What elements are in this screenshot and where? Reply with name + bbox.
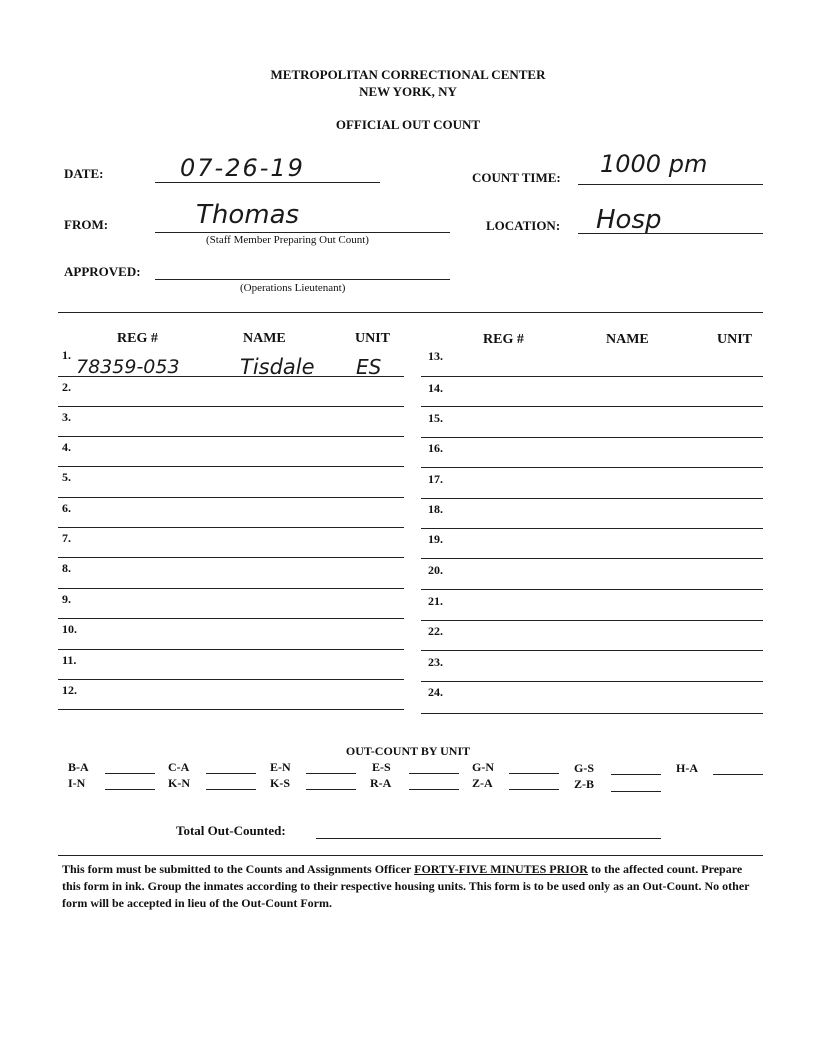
left-name-header: NAME [243, 331, 286, 346]
row-line [58, 497, 404, 498]
row-number: 15. [428, 411, 443, 425]
unit-field[interactable] [713, 774, 763, 775]
row-number: 24. [428, 685, 443, 699]
count-time-line [578, 184, 763, 185]
unit-field[interactable] [306, 789, 356, 790]
right-reg-header: REG # [483, 332, 524, 347]
row-number: 1. [62, 348, 71, 362]
row-line [58, 527, 404, 528]
row-number: 22. [428, 624, 443, 638]
row-number: 9. [62, 592, 71, 606]
unit-field[interactable] [206, 789, 256, 790]
row-line [58, 406, 404, 407]
row-line [421, 650, 763, 651]
unit-label: H-A [676, 761, 698, 775]
approved-line [155, 279, 450, 280]
approved-label: APPROVED: [64, 264, 141, 279]
row-number: 17. [428, 472, 443, 486]
row-unit[interactable]: ES [356, 355, 382, 379]
row-line [421, 558, 763, 559]
row-line [58, 376, 404, 377]
row-line [58, 618, 404, 619]
left-unit-header: UNIT [355, 331, 391, 346]
unit-field[interactable] [611, 791, 661, 792]
row-number: 14. [428, 381, 443, 395]
footer-text-b: to the affected count. Prepare this form in ink. Group the inmates according to their respective housing units. This form is to be used only as an Out-Count. No other form will be accepted in lieu of the Out-Count Form. [62, 862, 750, 910]
unit-field[interactable] [105, 773, 155, 774]
institution-title: METROPOLITAN CORRECTIONAL CENTER [270, 67, 546, 82]
from-signature[interactable]: Thomas [196, 200, 300, 230]
count-time-label: COUNT TIME: [472, 170, 561, 185]
row-line [58, 588, 404, 589]
from-line [155, 232, 450, 233]
row-line [58, 679, 404, 680]
row-line [58, 649, 404, 650]
unit-label: R-A [370, 776, 392, 790]
out-count-by-unit-title: OUT-COUNT BY UNIT [345, 744, 471, 758]
unit-label: E-S [372, 760, 391, 774]
row-number: 3. [62, 410, 71, 424]
row-number: 23. [428, 655, 443, 669]
row-number: 18. [428, 502, 443, 516]
total-field[interactable] [316, 838, 661, 839]
approved-caption: (Operations Lieutenant) [240, 282, 346, 294]
location-line [578, 233, 763, 234]
unit-label: G-S [574, 761, 595, 775]
form-title: OFFICIAL OUT COUNT [335, 117, 481, 132]
count-time-value[interactable]: 1000 pm [600, 150, 708, 178]
footer-instructions [62, 861, 762, 912]
row-line [58, 436, 404, 437]
unit-field[interactable] [509, 773, 559, 774]
unit-field[interactable] [105, 789, 155, 790]
date-label: DATE: [64, 166, 104, 181]
row-line [421, 589, 763, 590]
unit-label: B-A [68, 760, 89, 774]
total-label: Total Out-Counted: [176, 823, 286, 838]
row-number: 11. [62, 653, 77, 667]
unit-label: C-A [168, 760, 190, 774]
row-number: 13. [428, 349, 443, 363]
unit-field[interactable] [611, 774, 661, 775]
row-line [58, 557, 404, 558]
city-title: NEW YORK, NY [359, 84, 457, 99]
row-name[interactable]: Tisdale [240, 355, 315, 379]
row-number: 10. [62, 622, 77, 636]
row-number: 12. [62, 683, 77, 697]
unit-label: Z-B [574, 777, 595, 791]
row-number: 5. [62, 470, 71, 484]
unit-label: I-N [68, 776, 86, 790]
from-caption: (Staff Member Preparing Out Count) [206, 234, 369, 246]
row-line [421, 620, 763, 621]
row-number: 21. [428, 594, 443, 608]
row-line [421, 498, 763, 499]
row-line [421, 437, 763, 438]
row-line [58, 466, 404, 467]
row-number: 2. [62, 380, 71, 394]
right-name-header: NAME [606, 332, 649, 347]
row-line [421, 376, 763, 377]
row-number: 19. [428, 532, 443, 546]
row-line [58, 709, 404, 710]
unit-field[interactable] [306, 773, 356, 774]
right-unit-header: UNIT [717, 332, 753, 347]
date-line [155, 182, 380, 183]
row-number: 4. [62, 440, 71, 454]
date-value[interactable]: 07-26-19 [180, 154, 305, 182]
footer-rule [58, 855, 763, 856]
left-reg-header: REG # [117, 331, 158, 346]
footer-emphasis: FORTY-FIVE MINUTES PRIOR [414, 862, 588, 876]
row-number: 7. [62, 531, 71, 545]
footer-text-a: This form must be submitted to the Counts and Assignments Officer [62, 862, 415, 876]
unit-field[interactable] [409, 773, 459, 774]
from-label: FROM: [64, 217, 109, 232]
unit-label: K-S [270, 776, 291, 790]
unit-label: Z-A [472, 776, 493, 790]
location-label: LOCATION: [486, 218, 561, 233]
row-reg[interactable]: 78359-053 [76, 356, 180, 378]
unit-label: E-N [270, 760, 291, 774]
row-line [421, 406, 763, 407]
unit-field[interactable] [206, 773, 256, 774]
row-line [421, 467, 763, 468]
unit-field[interactable] [409, 789, 459, 790]
unit-field[interactable] [509, 789, 559, 790]
unit-label: K-N [168, 776, 190, 790]
row-line [421, 681, 763, 682]
row-number: 20. [428, 563, 443, 577]
table-top-rule [58, 312, 763, 313]
location-value[interactable]: Hosp [596, 205, 662, 235]
row-number: 6. [62, 501, 71, 515]
row-line [421, 528, 763, 529]
row-line [421, 713, 763, 714]
row-number: 16. [428, 441, 443, 455]
unit-label: G-N [472, 760, 494, 774]
row-number: 8. [62, 561, 71, 575]
